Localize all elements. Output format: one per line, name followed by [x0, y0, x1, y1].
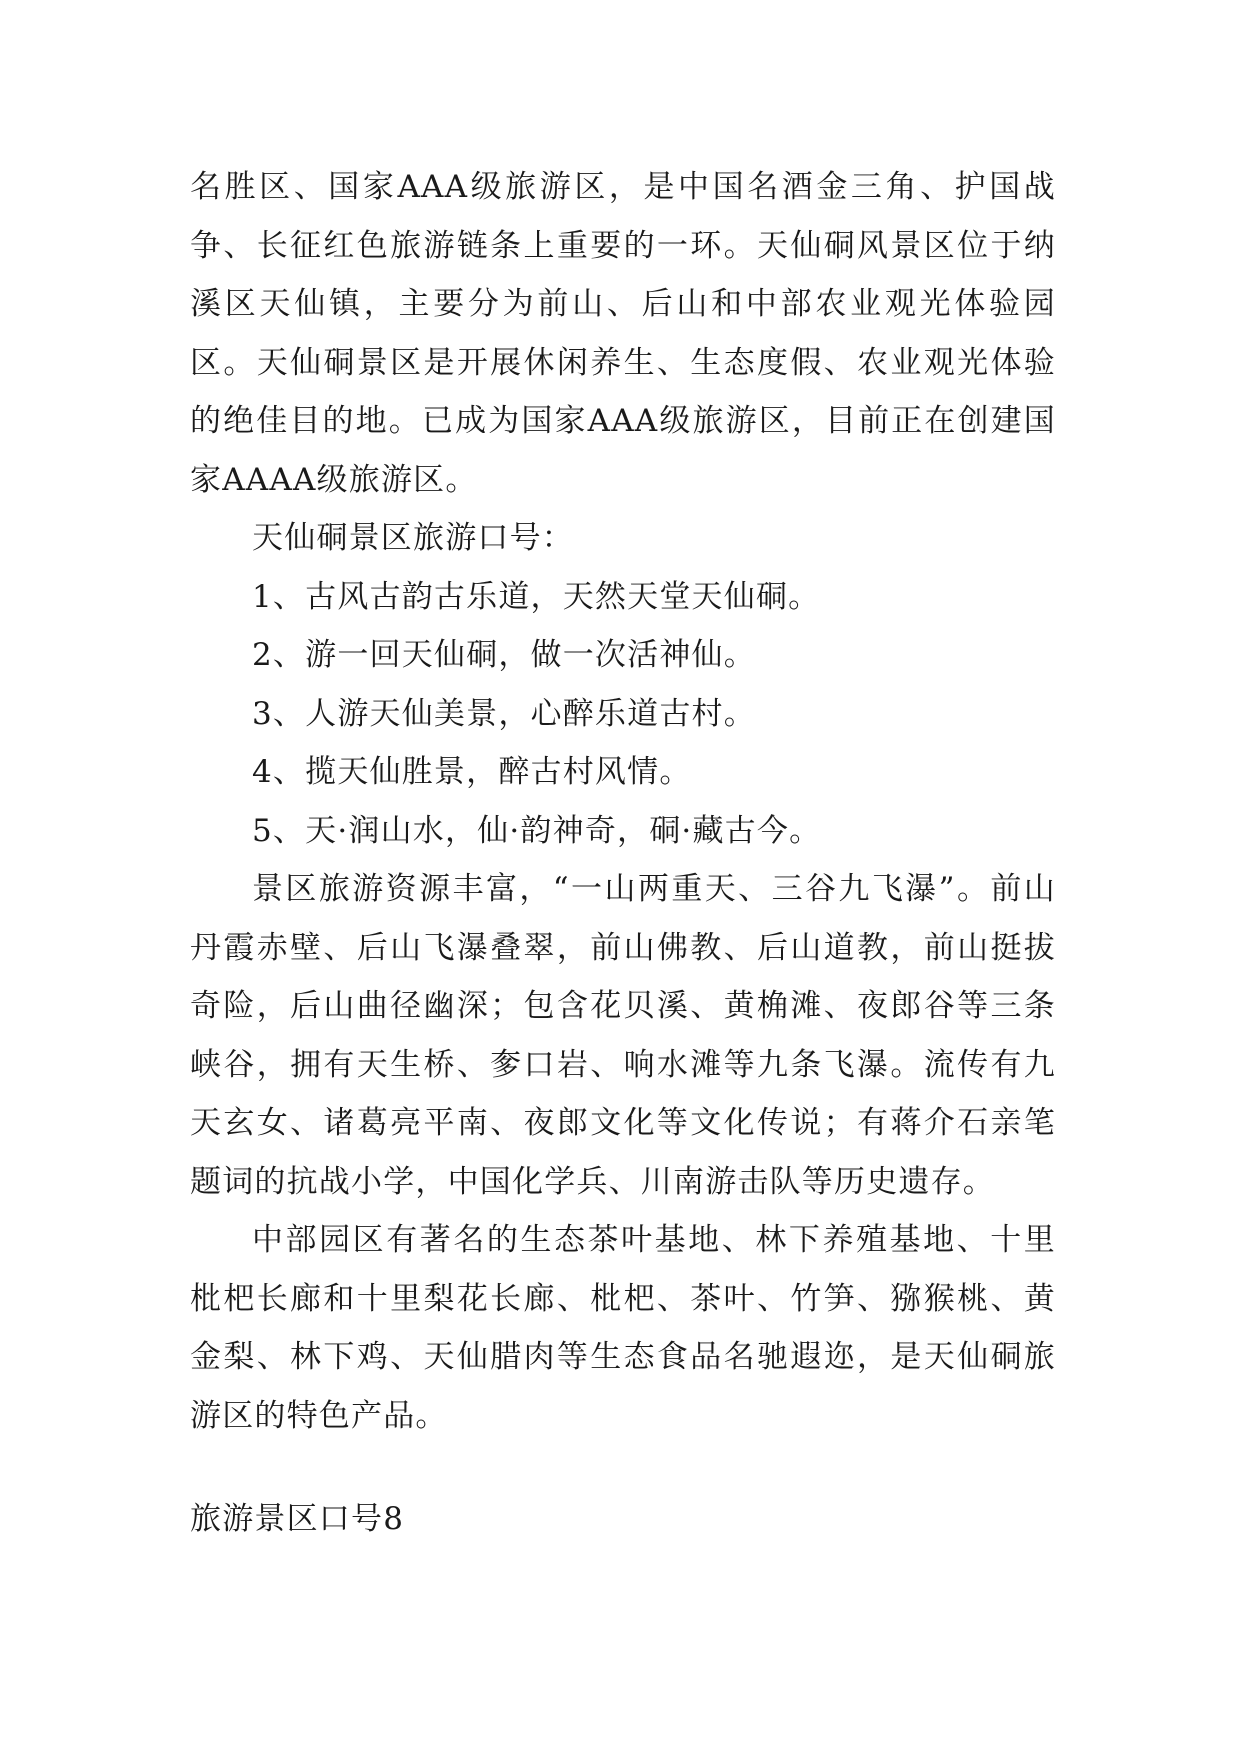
resources-paragraph: 景区旅游资源丰富，“一山两重天、三谷九飞瀑”。前山丹霞赤壁、后山飞瀑叠翠，前山佛教、后山道教，前山挺拔奇险，后山曲径幽深；包含花贝溪、黄桷滩、夜郎谷等三条峡谷，拥有天生桥、奓口岩、响水滩等九条飞瀑。流传有九天玄女、诸葛亮平南、夜郎文化等文化传说；有蒋介石亲笔题词的抗战小学，中国化学兵、川南游击队等历史遗存。 [190, 871, 1056, 1200]
next-section-heading: 旅游景区口号8 [190, 1501, 405, 1537]
slogan-item-1: 1、古风古韵古乐道，天然天堂天仙硐。 [252, 578, 821, 615]
slogan-item-5: 5、天·润山水，仙·韵神奇，硐·藏古今。 [252, 812, 822, 849]
slogan-item-4: 4、揽天仙胜景，醉古村风情。 [252, 754, 692, 790]
slogan-item-3: 3、人游天仙美景，心醉乐道古村。 [252, 695, 756, 732]
slogan-title: 天仙硐景区旅游口号： [252, 520, 574, 556]
intro-paragraph: 名胜区、国家AAA级旅游区，是中国名酒金三角、护国战争、长征红色旅游链条上重要的一环。天仙硐风景区位于纳溪区天仙镇，主要分为前山、后山和中部农业观光体验园区。天仙硐景区是开展休闲养生、生态度假、农业观光体验的绝佳目的地。已成为国家AAA级旅游区，目前正在创建国家AAAA级旅游区。 [190, 169, 1056, 498]
products-paragraph: 中部园区有著名的生态茶叶基地、林下养殖基地、十里枇杷长廊和十里梨花长廊、枇杷、茶叶、竹笋、猕猴桃、黄金梨、林下鸡、天仙腊肉等生态食品名驰遐迩，是天仙硐旅游区的特色产品。 [190, 1222, 1056, 1434]
slogan-item-2: 2、游一回天仙硐，做一次活神仙。 [252, 637, 756, 673]
document-body [190, 158, 1056, 1445]
